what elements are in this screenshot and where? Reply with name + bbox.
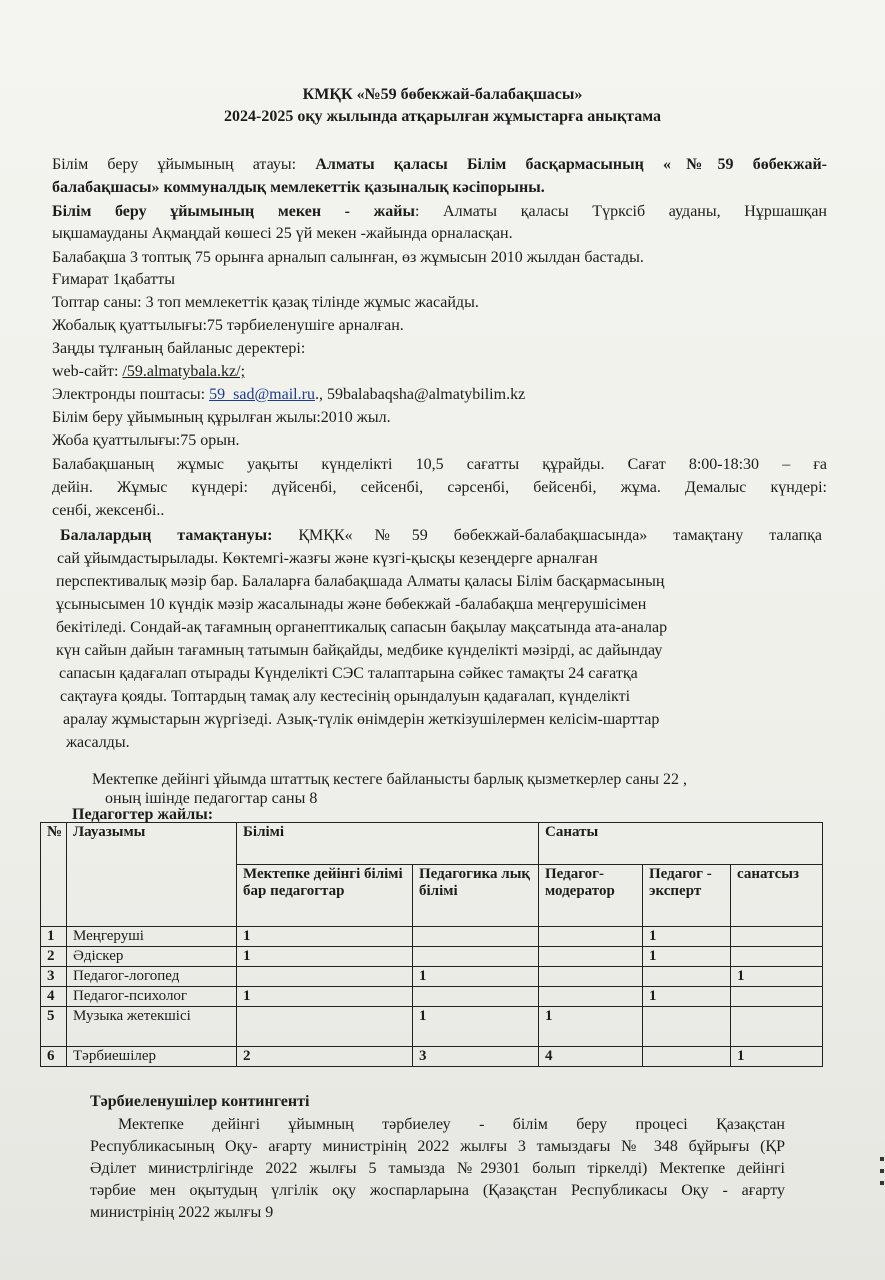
- row-pedagogical: 3: [413, 1047, 539, 1067]
- table-row: [41, 1007, 823, 1047]
- row-position: Тәрбиешілер: [67, 1047, 237, 1067]
- contingent-line-1: Мектепке дейінгі ұйымның тәрбиелеу - білім беру процесі Қазақстан: [118, 1116, 785, 1133]
- hours-line-3: сенбі, жексенбі..: [52, 502, 165, 519]
- row-pedagogical: 1: [413, 967, 539, 987]
- nutrition-line-9: аралау жұмыстарын жүргізеді. Азық-түлік өнімдерін жеткізушілермен келісім-шарттар: [63, 711, 660, 728]
- table-row: [41, 927, 823, 947]
- address-label: Білім беру ұйымының мекен - жайы: [52, 203, 415, 220]
- nutrition-line-8: сақтауға қояды. Топтардың тамақ алу кестесінің орындалуын қадағалап, күнделікті: [60, 688, 631, 705]
- header-moderator: Педагог-модератор: [539, 865, 643, 927]
- hours-line-1: Балабақшаның жұмыс уақыты күнделікті 10,5 сағатты құрайды. Сағат 8:00-18:30 – ға: [52, 456, 827, 473]
- row-position: Меңгеруші: [67, 927, 237, 947]
- email-line: [52, 385, 827, 405]
- contingent-line-4: тәрбие мен оқытудың үлгілік оқу жоспарларына (Қазақстан Республикасы Оқу - ағарту: [90, 1182, 785, 1199]
- groups-info: Топтар саны: 3 топ мемлекеттік қазақ тілінде жұмыс жасайды.: [52, 294, 479, 311]
- header-preschool-education: Мектепке дейінгі білімі бар педагогтар: [237, 865, 413, 927]
- row-position: Музыка жетекшісі: [67, 1007, 237, 1047]
- row-number: 4: [41, 987, 67, 1007]
- row-no-category: [731, 927, 823, 947]
- address-part-1: : Алматы қаласы Түрксіб ауданы, Нұршашқан: [414, 203, 827, 220]
- nutrition-line-7: сапасын қадағалап отырады Күнделікті СЭС талаптарына сәйкес тамақты 24 сағатқа: [59, 665, 638, 682]
- row-preschool: [237, 1007, 413, 1047]
- address-line-2: ықшамауданы Ақмаңдай көшесі 25 үй мекен -жайында орналасқан.: [52, 225, 513, 242]
- nutrition-line-10: жасалды.: [66, 734, 130, 751]
- row-expert: 1: [643, 927, 731, 947]
- website-line: [52, 362, 827, 382]
- nutrition-line-2: сай ұйымдастырылады. Көктемгі-жазғы және күзгі-қысқы кезеңдерге арналған: [57, 550, 598, 567]
- row-pedagogical: 1: [413, 1007, 539, 1047]
- row-pedagogical: [413, 947, 539, 967]
- org-name-line-1: [52, 155, 827, 175]
- nutrition-line-5: бекітіледі. Сондай-ақ тағамның органептикалық сапасын бақылау мақсатында ата-аналар: [56, 619, 668, 636]
- header-pedagogical-education: Педагогика лық білімі: [413, 865, 539, 927]
- address-line-1: [52, 202, 827, 222]
- row-moderator: [539, 967, 643, 987]
- teachers-table-title: Педагогтер жайлы:: [72, 806, 214, 823]
- website-link[interactable]: /59.almatybala.kz/;: [122, 363, 246, 380]
- header-expert: Педагог - эксперт: [643, 865, 731, 927]
- design-capacity-info: Жобалық қуаттылығы:75 тәрбиеленушіге арналған.: [52, 317, 404, 334]
- table-row: [41, 987, 823, 1007]
- contacts-label: Заңды тұлғаның байланыс деректері:: [52, 340, 306, 357]
- website-label: web-сайт:: [52, 363, 123, 380]
- nutrition-text-1: ҚМҚК«№59 бөбекжай-балабақшасында» тамақтану талапқа: [272, 527, 822, 544]
- row-moderator: 4: [539, 1047, 643, 1067]
- email-rest: ., 59balabaqsha@almatybilim.kz: [314, 386, 526, 403]
- row-preschool: 1: [237, 927, 413, 947]
- edge-marks: [879, 1155, 885, 1195]
- nutrition-line-3: перспективалық мәзір бар. Балаларға балабақшада Алматы қаласы Білім басқармасының: [56, 573, 665, 590]
- contingent-line-5: министрінің 2022 жылғы 9: [90, 1204, 274, 1221]
- header-number: №: [41, 823, 67, 927]
- built-info: Балабақша 3 топтық 75 орынға арналып салынған, өз жұмысын 2010 жылдан бастады.: [52, 249, 644, 266]
- row-number: 5: [41, 1007, 67, 1047]
- row-no-category: [731, 987, 823, 1007]
- header-education: Білімі: [237, 823, 539, 865]
- table-row: [41, 947, 823, 967]
- doc-title-line-1: КМҚК «№59 бөбекжай-балабақшасы»: [302, 86, 583, 103]
- table-header-row-1: [41, 823, 823, 865]
- header-category: Санаты: [539, 823, 823, 865]
- staff-count-line-1: Мектепке дейінгі ұйымда штаттық кестеге байланысты барлық қызметкерлер саны 22 ,: [92, 771, 688, 788]
- row-position: Педагог-психолог: [67, 987, 237, 1007]
- row-expert: [643, 967, 731, 987]
- row-number: 2: [41, 947, 67, 967]
- row-pedagogical: [413, 987, 539, 1007]
- staff-count-line-2: оның ішінде педагогтар саны 8: [105, 790, 318, 807]
- row-position: Әдіскер: [67, 947, 237, 967]
- hours-line-2: дейін. Жұмыс күндері: дүйсенбі, сейсенбі, сәрсенбі, бейсенбі, жұма. Демалыс күндері:: [52, 479, 827, 496]
- email-label: Электронды поштасы:: [52, 386, 210, 403]
- capacity-info: Жоба қуаттылығы:75 орын.: [52, 432, 240, 449]
- nutrition-line-6: күн сайын дайын тағамның татымын байқайды, медбике күнделікті мәзірді, ас дайындау: [56, 642, 663, 659]
- nutrition-label: Балалардың тамақтануы:: [60, 527, 273, 544]
- row-preschool: 1: [237, 987, 413, 1007]
- row-moderator: [539, 947, 643, 967]
- org-name-line-2: балабақшасы» коммуналдық мемлекеттік қазыналық кәсіпорыны.: [52, 179, 545, 196]
- org-label: Білім беру ұйымының атауы:: [52, 156, 316, 173]
- table-row: [41, 967, 823, 987]
- row-preschool: [237, 967, 413, 987]
- row-position: Педагог-логопед: [67, 967, 237, 987]
- table-row: [41, 1047, 823, 1067]
- nutrition-line-4: ұсынысымен 10 күндік мәзір жасалынады және бөбекжай -балабақша меңгерушісімен: [56, 596, 647, 613]
- row-expert: [643, 1047, 731, 1067]
- row-expert: 1: [643, 947, 731, 967]
- row-no-category: [731, 1007, 823, 1047]
- row-expert: 1: [643, 987, 731, 1007]
- row-preschool: 2: [237, 1047, 413, 1067]
- row-moderator: [539, 927, 643, 947]
- nutrition-line-1: [60, 526, 822, 546]
- row-number: 6: [41, 1047, 67, 1067]
- row-no-category: 1: [731, 1047, 823, 1067]
- row-no-category: 1: [731, 967, 823, 987]
- header-position: Лауазымы: [67, 823, 237, 927]
- email-link[interactable]: 59_sad@mail.ru: [209, 386, 315, 403]
- row-moderator: [539, 987, 643, 1007]
- row-expert: [643, 1007, 731, 1047]
- row-number: 1: [41, 927, 67, 947]
- contingent-line-3: Әділет министрлігінде 2022 жылғы 5 тамызда №29301 болып тіркелді) Мектепке дейінгі: [90, 1160, 785, 1177]
- row-no-category: [731, 947, 823, 967]
- contingent-title: Тәрбиеленушілер контингенті: [90, 1093, 310, 1110]
- founded-info: Білім беру ұйымының құрылған жылы:2010 жыл.: [52, 409, 391, 426]
- doc-title-line-2: 2024-2025 оқу жылында атқарылған жұмыстарға анықтама: [223, 108, 662, 125]
- row-number: 3: [41, 967, 67, 987]
- row-moderator: 1: [539, 1007, 643, 1047]
- row-preschool: 1: [237, 947, 413, 967]
- contingent-line-2: Республикасының Оқу- ағарту министрінің 2022 жылғы 3 тамыздағы № 348 бұйрығы (ҚР: [90, 1138, 785, 1155]
- building-info: Ғимарат 1қабатты: [52, 271, 176, 288]
- header-no-category: санатсыз: [731, 865, 823, 927]
- edge-mark-icon: [879, 1155, 885, 1195]
- teachers-table: [40, 822, 823, 1067]
- row-pedagogical: [413, 927, 539, 947]
- org-name-part-1: Алматы қаласы Білім басқармасының «№59 бөбекжай-: [315, 156, 827, 173]
